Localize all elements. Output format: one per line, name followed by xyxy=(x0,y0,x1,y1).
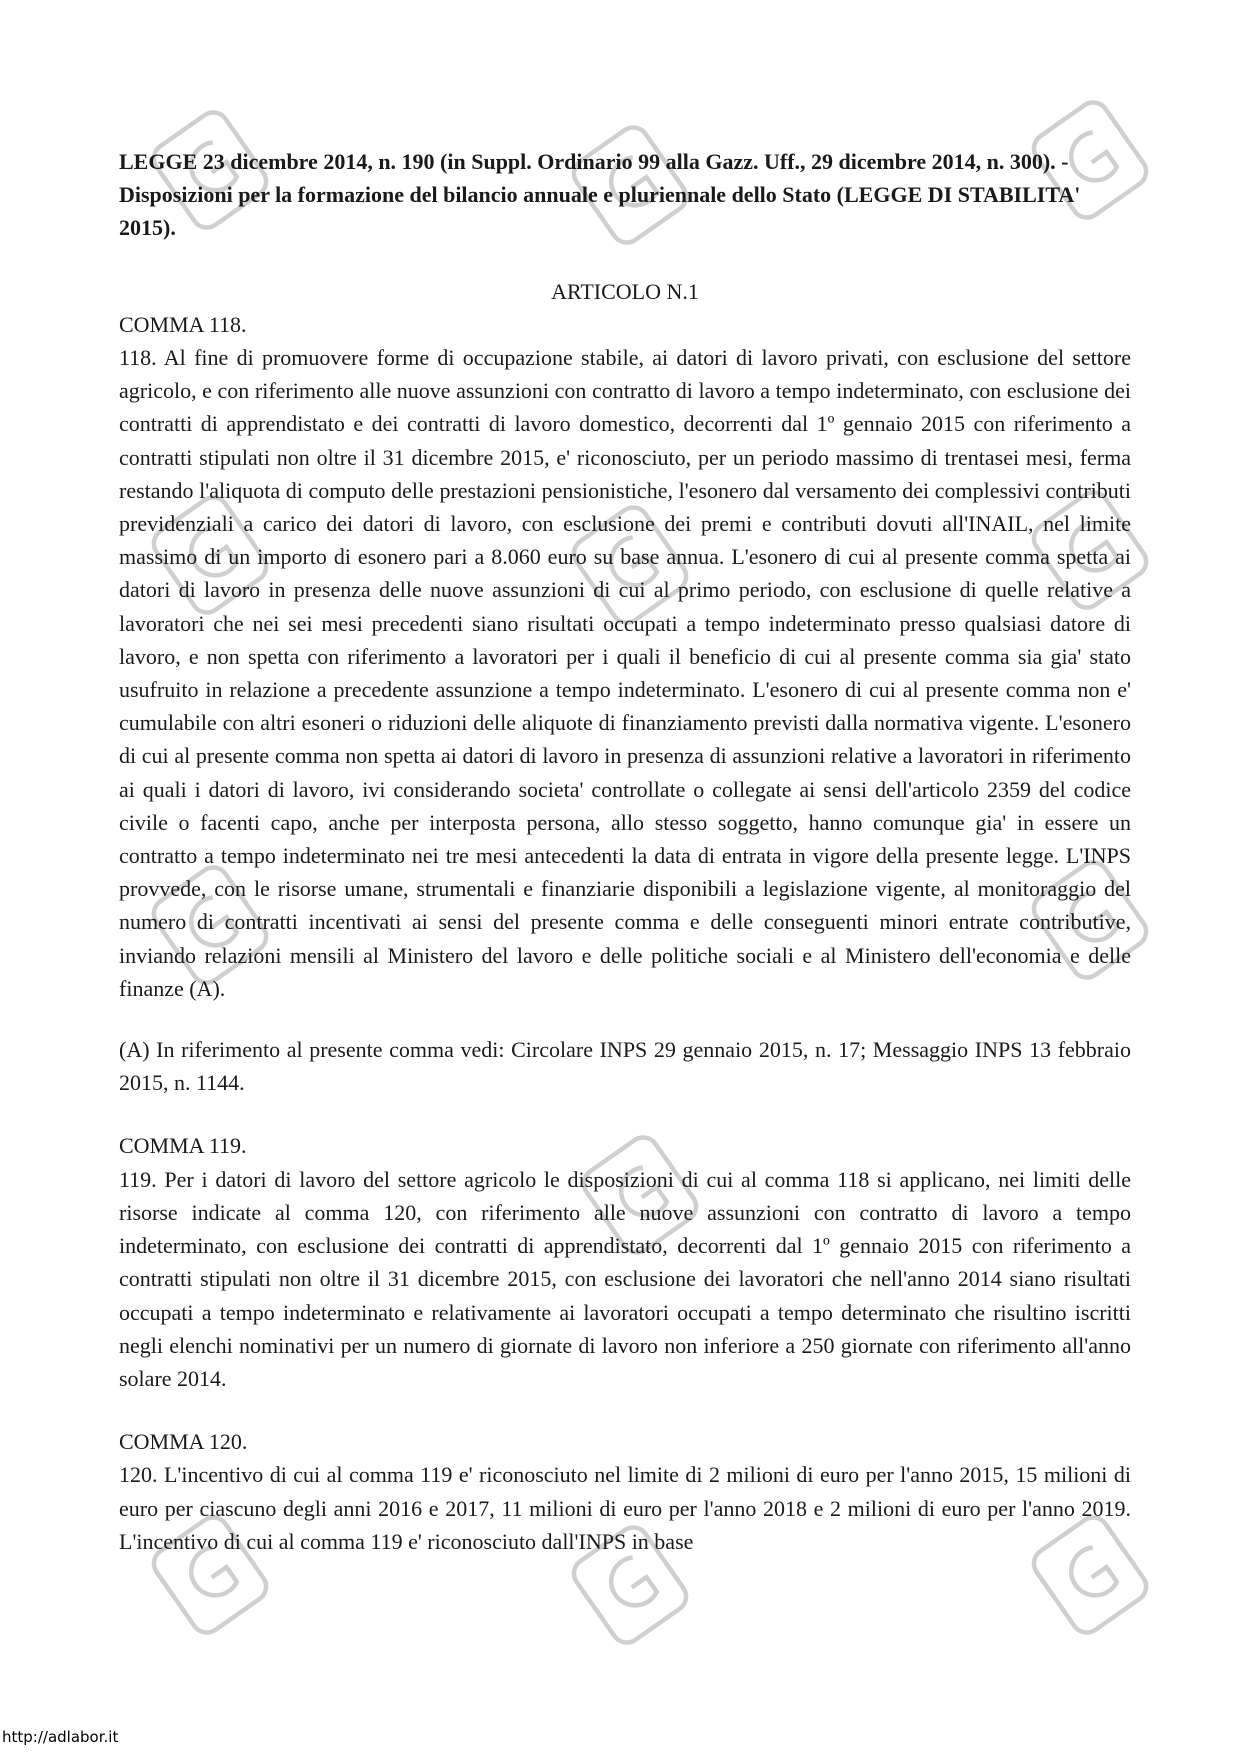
footer-url-link[interactable]: http://adlabor.it xyxy=(2,1728,119,1746)
comma-120-heading: COMMA 120. xyxy=(119,1429,248,1455)
document-body xyxy=(119,145,1131,1558)
comma-118-heading: COMMA 118. xyxy=(119,311,247,337)
comma-118-note: (A) In riferimento al presente comma vedi: Circolare INPS 29 gennaio 2015, n. 17; Messaggio INPS 13 febbraio 2015, n. 1144. xyxy=(119,1037,1131,1096)
comma-118-text: 118. Al fine di promuovere forme di occupazione stabile, ai datori di lavoro privati, con esclusione del settore agricolo, e con riferimento alle nuove assunzioni con contratto di lavoro a tempo indeterminato, con esclusione dei contratti di apprendistato e dei contratti di lavoro domestico, decorrenti dal 1º gennaio 2015 con riferimento a contratti stipulati non oltre il 31 dicembre 2015, e' riconosciuto, per un periodo massimo di trentasei mesi, ferma restando l'aliquota di computo delle prestazioni pensionistiche, l'esonero dal versamento dei complessivi contributi previdenziali a carico dei datori di lavoro, con esclusione dei premi e contributi dovuti all'INAIL, nel limite massimo di un importo di esonero pari a 8.060 euro su base annua. L'esonero di cui al presente comma spetta ai datori di lavoro in presenza delle nuove assunzioni di cui al primo periodo, con esclusione di quelle relative a lavoratori che nei sei mesi precedenti siano risultati occupati a tempo indeterminato presso qualsiasi datore di lavoro, e non spetta con riferimento a lavoratori per i quali il beneficio di cui al presente comma sia gia' stato usufruito in relazione a precedente assunzione a tempo indeterminato. L'esonero di cui al presente comma non e' cumulabile con altri esoneri o riduzioni delle aliquote di finanziamento previsti dalla normativa vigente. L'esonero di cui al presente comma non spetta ai datori di lavoro in presenza di assunzioni relative a lavoratori in riferimento ai quali i datori di lavoro, ivi considerando societa' controllate o collegate ai sensi dell'articolo 2359 del codice civile o facenti capo, anche per interposta persona, allo stesso soggetto, hanno comunque gia' in essere un contratto a tempo indeterminato nei tre mesi antecedenti la data di entrata in vigore della presente legge. L'INPS provvede, con le risorse umane, strumentali e finanziarie disponibili a legislazione vigente, al monitoraggio del numero di contratti incentivati ai sensi del presente comma e delle conseguenti minori entrate contributive, inviando relazioni mensili al Ministero del lavoro e delle politiche sociali e al Ministero dell'economia e delle finanze (A). xyxy=(119,345,1131,1001)
article-heading: ARTICOLO N.1 xyxy=(551,278,699,304)
comma-119-text: 119. Per i datori di lavoro del settore agricolo le disposizioni di cui al comma 118 si applicano, nei limiti delle risorse indicate al comma 120, con riferimento alle nuove assunzioni con contratto di lavoro a tempo indeterminato, con esclusione dei contratti di apprendistato, decorrenti dal 1º gennaio 2015 con riferimento a contratti stipulati non oltre il 31 dicembre 2015, con esclusione dei lavoratori che nell'anno 2014 siano risultati occupati a tempo indeterminato e relativamente ai lavoratori occupati a tempo determinato che risultino iscritti negli elenchi nominativi per un numero di giornate di lavoro non inferiore a 250 giornate con riferimento all'anno solare 2014. xyxy=(119,1166,1131,1391)
comma-120-text: 120. L'incentivo di cui al comma 119 e' riconosciuto nel limite di 2 milioni di euro per l'anno 2015, 15 milioni di euro per ciascuno degli anni 2016 e 2017, 11 milioni di euro per l'anno 2018 e 2 milioni di euro per l'anno 2019. L'incentivo di cui al comma 119 e' riconosciuto dall'INPS in base xyxy=(119,1462,1131,1554)
document-title: LEGGE 23 dicembre 2014, n. 190 (in Suppl. Ordinario 99 alla Gazz. Uff., 29 dicembre 2014, n. 300). - Disposizioni per la formazione del bilancio annuale e pluriennale dello Stato (LEGGE DI STABILITA' 2015). xyxy=(119,149,1081,241)
comma-119-heading: COMMA 119. xyxy=(119,1133,247,1159)
